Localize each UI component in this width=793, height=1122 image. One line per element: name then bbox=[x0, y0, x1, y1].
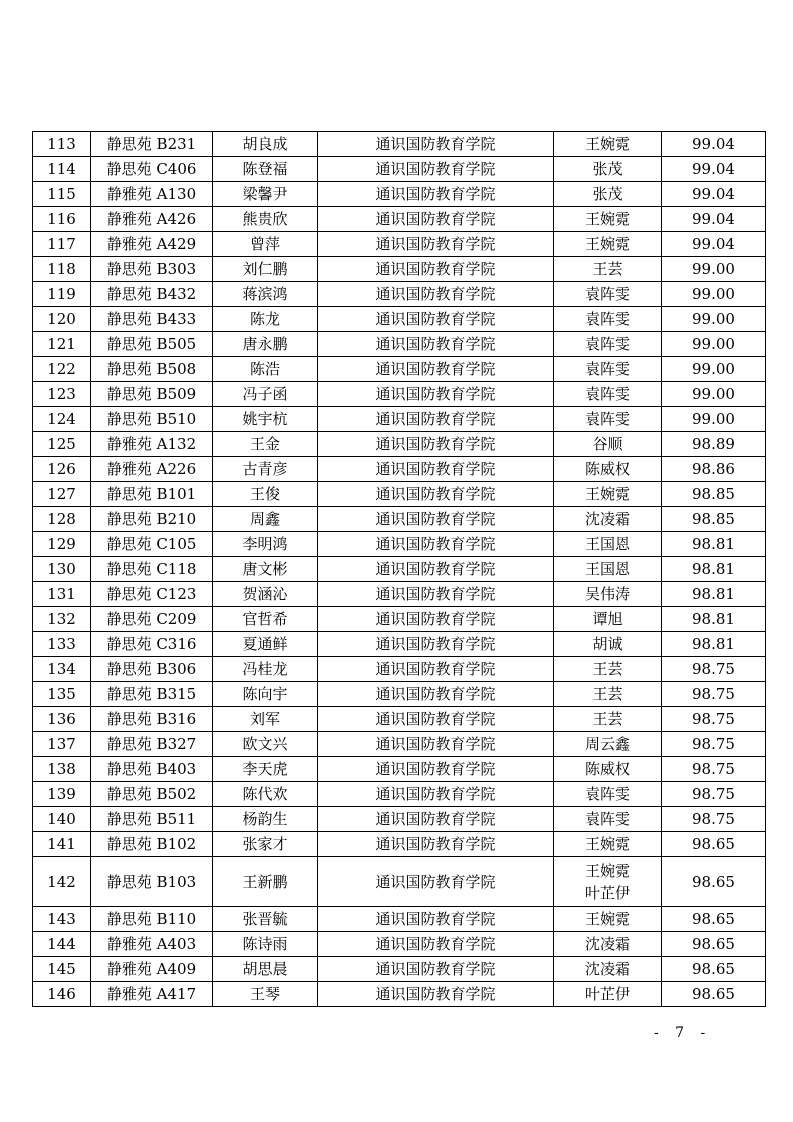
score-cell: 98.85 bbox=[662, 482, 766, 507]
row-number-cell: 129 bbox=[33, 532, 91, 557]
counselor-cell bbox=[554, 207, 662, 232]
college-cell: 通识国防教育学院 bbox=[318, 157, 554, 182]
row-number-cell: 137 bbox=[33, 732, 91, 757]
college-cell: 通识国防教育学院 bbox=[318, 757, 554, 782]
row-number-cell: 117 bbox=[33, 232, 91, 257]
student-name-cell: 冯桂龙 bbox=[213, 657, 318, 682]
row-number-cell: 143 bbox=[33, 907, 91, 932]
counselor-name: 王婉霓 bbox=[584, 910, 630, 928]
counselor-cell bbox=[554, 507, 662, 532]
table-row bbox=[33, 507, 766, 532]
student-name-cell: 唐文彬 bbox=[213, 557, 318, 582]
score-cell: 99.00 bbox=[662, 332, 766, 357]
counselor-name: 叶芷伊 bbox=[584, 883, 630, 902]
college-cell: 通识国防教育学院 bbox=[318, 332, 554, 357]
dorm-cell: 静思苑 B403 bbox=[91, 757, 213, 782]
dorm-cell: 静思苑 B101 bbox=[91, 482, 213, 507]
score-cell: 98.65 bbox=[662, 957, 766, 982]
student-name-cell: 夏通鲜 bbox=[213, 632, 318, 657]
counselor-cell bbox=[554, 682, 662, 707]
dorm-cell: 静雅苑 A403 bbox=[91, 932, 213, 957]
college-cell: 通识国防教育学院 bbox=[318, 357, 554, 382]
counselor-cell bbox=[554, 332, 662, 357]
dorm-cell: 静雅苑 A226 bbox=[91, 457, 213, 482]
student-name-cell: 王新鹏 bbox=[213, 857, 318, 907]
dorm-cell: 静思苑 C209 bbox=[91, 607, 213, 632]
counselor-name: 袁阵雯 bbox=[584, 810, 630, 828]
student-name-cell: 冯子函 bbox=[213, 382, 318, 407]
college-cell: 通识国防教育学院 bbox=[318, 482, 554, 507]
score-cell: 98.89 bbox=[662, 432, 766, 457]
score-cell: 98.65 bbox=[662, 832, 766, 857]
counselor-cell bbox=[554, 182, 662, 207]
college-cell: 通识国防教育学院 bbox=[318, 307, 554, 332]
college-cell: 通识国防教育学院 bbox=[318, 232, 554, 257]
counselor-cell bbox=[554, 432, 662, 457]
score-cell: 98.75 bbox=[662, 657, 766, 682]
college-cell: 通识国防教育学院 bbox=[318, 957, 554, 982]
counselor-name: 张茂 bbox=[592, 160, 623, 178]
counselor-name: 陈威权 bbox=[584, 460, 630, 478]
row-number-cell: 145 bbox=[33, 957, 91, 982]
page-number: - 7 - bbox=[654, 1025, 712, 1041]
counselor-cell bbox=[554, 232, 662, 257]
dorm-cell: 静思苑 B303 bbox=[91, 257, 213, 282]
dorm-cell: 静思苑 C316 bbox=[91, 632, 213, 657]
counselor-cell bbox=[554, 757, 662, 782]
score-cell: 98.81 bbox=[662, 557, 766, 582]
table-row bbox=[33, 857, 766, 907]
counselor-cell bbox=[554, 807, 662, 832]
counselor-name: 王婉霓 bbox=[584, 835, 630, 853]
table-row bbox=[33, 232, 766, 257]
student-name-cell: 胡思晨 bbox=[213, 957, 318, 982]
student-name-cell: 欧文兴 bbox=[213, 732, 318, 757]
row-number-cell: 134 bbox=[33, 657, 91, 682]
score-cell: 98.75 bbox=[662, 807, 766, 832]
counselor-name: 王婉霓 bbox=[584, 861, 630, 880]
student-name-cell: 张晋毓 bbox=[213, 907, 318, 932]
dorm-cell: 静雅苑 A417 bbox=[91, 982, 213, 1007]
counselor-name: 谭旭 bbox=[592, 610, 623, 628]
row-number-cell: 115 bbox=[33, 182, 91, 207]
score-cell: 98.86 bbox=[662, 457, 766, 482]
row-number-cell: 133 bbox=[33, 632, 91, 657]
college-cell: 通识国防教育学院 bbox=[318, 182, 554, 207]
row-number-cell: 146 bbox=[33, 982, 91, 1007]
dorm-cell: 静思苑 B505 bbox=[91, 332, 213, 357]
row-number-cell: 144 bbox=[33, 932, 91, 957]
score-cell: 98.65 bbox=[662, 907, 766, 932]
dorm-cell: 静雅苑 A426 bbox=[91, 207, 213, 232]
counselor-cell bbox=[554, 457, 662, 482]
row-number-cell: 136 bbox=[33, 707, 91, 732]
score-cell: 98.75 bbox=[662, 782, 766, 807]
table-row bbox=[33, 257, 766, 282]
counselor-name: 袁阵雯 bbox=[584, 335, 630, 353]
dorm-cell: 静思苑 C105 bbox=[91, 532, 213, 557]
row-number-cell: 113 bbox=[33, 132, 91, 157]
dorm-cell: 静思苑 B509 bbox=[91, 382, 213, 407]
row-number-cell: 116 bbox=[33, 207, 91, 232]
score-cell: 99.00 bbox=[662, 382, 766, 407]
table-row bbox=[33, 782, 766, 807]
dorm-cell: 静思苑 B110 bbox=[91, 907, 213, 932]
dorm-cell: 静思苑 C118 bbox=[91, 557, 213, 582]
student-name-cell: 王金 bbox=[213, 432, 318, 457]
dorm-cell: 静思苑 B510 bbox=[91, 407, 213, 432]
student-name-cell: 陈向宇 bbox=[213, 682, 318, 707]
student-name-cell: 梁馨尹 bbox=[213, 182, 318, 207]
college-cell: 通识国防教育学院 bbox=[318, 657, 554, 682]
college-cell: 通识国防教育学院 bbox=[318, 707, 554, 732]
student-name-cell: 唐永鹏 bbox=[213, 332, 318, 357]
counselor-name: 王芸 bbox=[592, 685, 623, 703]
score-cell: 99.04 bbox=[662, 132, 766, 157]
table-row bbox=[33, 307, 766, 332]
score-cell: 98.81 bbox=[662, 532, 766, 557]
counselor-name: 沈凌霜 bbox=[584, 960, 630, 978]
counselor-name: 王婉霓 bbox=[584, 485, 630, 503]
table-body bbox=[33, 132, 766, 1007]
table-row bbox=[33, 657, 766, 682]
student-name-cell: 贺涵沁 bbox=[213, 582, 318, 607]
table-row bbox=[33, 707, 766, 732]
counselor-cell bbox=[554, 532, 662, 557]
counselor-cell bbox=[554, 657, 662, 682]
score-cell: 98.65 bbox=[662, 932, 766, 957]
table-row bbox=[33, 982, 766, 1007]
dorm-cell: 静思苑 B433 bbox=[91, 307, 213, 332]
dorm-cell: 静雅苑 A132 bbox=[91, 432, 213, 457]
student-name-cell: 曾萍 bbox=[213, 232, 318, 257]
college-cell: 通识国防教育学院 bbox=[318, 132, 554, 157]
counselor-cell bbox=[554, 782, 662, 807]
college-cell: 通识国防教育学院 bbox=[318, 532, 554, 557]
row-number-cell: 131 bbox=[33, 582, 91, 607]
counselor-name: 袁阵雯 bbox=[584, 285, 630, 303]
counselor-name: 王芸 bbox=[592, 260, 623, 278]
row-number-cell: 142 bbox=[33, 857, 91, 907]
row-number-cell: 138 bbox=[33, 757, 91, 782]
counselor-name: 陈威权 bbox=[584, 760, 630, 778]
counselor-name: 王芸 bbox=[592, 710, 623, 728]
score-cell: 98.81 bbox=[662, 632, 766, 657]
row-number-cell: 128 bbox=[33, 507, 91, 532]
table-row bbox=[33, 957, 766, 982]
student-name-cell: 蒋滨鸿 bbox=[213, 282, 318, 307]
counselor-name: 袁阵雯 bbox=[584, 385, 630, 403]
student-name-cell: 周鑫 bbox=[213, 507, 318, 532]
row-number-cell: 119 bbox=[33, 282, 91, 307]
ranking-table bbox=[32, 131, 766, 1007]
counselor-name: 王国恩 bbox=[584, 535, 630, 553]
counselor-name: 沈凌霜 bbox=[584, 935, 630, 953]
dorm-cell: 静雅苑 A409 bbox=[91, 957, 213, 982]
table-row bbox=[33, 482, 766, 507]
dorm-cell: 静思苑 C123 bbox=[91, 582, 213, 607]
counselor-name: 周云鑫 bbox=[584, 735, 630, 753]
student-name-cell: 熊贵欣 bbox=[213, 207, 318, 232]
counselor-cell bbox=[554, 582, 662, 607]
counselor-cell bbox=[554, 557, 662, 582]
counselor-cell bbox=[554, 957, 662, 982]
college-cell: 通识国防教育学院 bbox=[318, 407, 554, 432]
student-name-cell: 王琴 bbox=[213, 982, 318, 1007]
dorm-cell: 静思苑 B432 bbox=[91, 282, 213, 307]
table-row bbox=[33, 557, 766, 582]
student-name-cell: 陈诗雨 bbox=[213, 932, 318, 957]
counselor-name: 王婉霓 bbox=[584, 210, 630, 228]
score-cell: 99.04 bbox=[662, 182, 766, 207]
dorm-cell: 静雅苑 A130 bbox=[91, 182, 213, 207]
college-cell: 通识国防教育学院 bbox=[318, 982, 554, 1007]
counselor-name: 叶芷伊 bbox=[584, 985, 630, 1003]
dorm-cell: 静思苑 B502 bbox=[91, 782, 213, 807]
score-cell: 98.75 bbox=[662, 682, 766, 707]
college-cell: 通识国防教育学院 bbox=[318, 857, 554, 907]
table-row bbox=[33, 757, 766, 782]
row-number-cell: 114 bbox=[33, 157, 91, 182]
row-number-cell: 120 bbox=[33, 307, 91, 332]
college-cell: 通识国防教育学院 bbox=[318, 632, 554, 657]
college-cell: 通识国防教育学院 bbox=[318, 807, 554, 832]
table-row bbox=[33, 332, 766, 357]
dorm-cell: 静思苑 C406 bbox=[91, 157, 213, 182]
table-row bbox=[33, 732, 766, 757]
table-row bbox=[33, 832, 766, 857]
dorm-cell: 静雅苑 A429 bbox=[91, 232, 213, 257]
counselor-cell bbox=[554, 407, 662, 432]
table-row bbox=[33, 207, 766, 232]
counselor-cell bbox=[554, 832, 662, 857]
dorm-cell: 静思苑 B315 bbox=[91, 682, 213, 707]
college-cell: 通识国防教育学院 bbox=[318, 557, 554, 582]
counselor-name: 袁阵雯 bbox=[584, 310, 630, 328]
row-number-cell: 135 bbox=[33, 682, 91, 707]
table-row bbox=[33, 532, 766, 557]
student-name-cell: 李天虎 bbox=[213, 757, 318, 782]
counselor-name: 吴伟涛 bbox=[584, 585, 630, 603]
score-cell: 99.00 bbox=[662, 257, 766, 282]
counselor-name: 袁阵雯 bbox=[584, 410, 630, 428]
dorm-cell: 静思苑 B103 bbox=[91, 857, 213, 907]
score-cell: 98.65 bbox=[662, 982, 766, 1007]
row-number-cell: 132 bbox=[33, 607, 91, 632]
score-cell: 99.00 bbox=[662, 307, 766, 332]
counselor-cell bbox=[554, 257, 662, 282]
college-cell: 通识国防教育学院 bbox=[318, 682, 554, 707]
table-row bbox=[33, 907, 766, 932]
score-cell: 98.75 bbox=[662, 707, 766, 732]
row-number-cell: 130 bbox=[33, 557, 91, 582]
college-cell: 通识国防教育学院 bbox=[318, 257, 554, 282]
college-cell: 通识国防教育学院 bbox=[318, 932, 554, 957]
student-name-cell: 胡良成 bbox=[213, 132, 318, 157]
counselor-cell bbox=[554, 382, 662, 407]
counselor-name: 王婉霓 bbox=[584, 135, 630, 153]
student-name-cell: 陈浩 bbox=[213, 357, 318, 382]
dorm-cell: 静思苑 B231 bbox=[91, 132, 213, 157]
counselor-cell bbox=[554, 632, 662, 657]
score-cell: 98.75 bbox=[662, 732, 766, 757]
college-cell: 通识国防教育学院 bbox=[318, 507, 554, 532]
college-cell: 通识国防教育学院 bbox=[318, 207, 554, 232]
score-cell: 99.00 bbox=[662, 282, 766, 307]
college-cell: 通识国防教育学院 bbox=[318, 382, 554, 407]
dorm-cell: 静思苑 B508 bbox=[91, 357, 213, 382]
counselor-name: 袁阵雯 bbox=[584, 360, 630, 378]
table-row bbox=[33, 132, 766, 157]
dorm-cell: 静思苑 B210 bbox=[91, 507, 213, 532]
row-number-cell: 141 bbox=[33, 832, 91, 857]
table-row bbox=[33, 632, 766, 657]
counselor-cell bbox=[554, 607, 662, 632]
row-number-cell: 124 bbox=[33, 407, 91, 432]
row-number-cell: 126 bbox=[33, 457, 91, 482]
student-name-cell: 杨韵生 bbox=[213, 807, 318, 832]
student-name-cell: 陈龙 bbox=[213, 307, 318, 332]
counselor-cell bbox=[554, 907, 662, 932]
counselor-name: 王婉霓 bbox=[584, 235, 630, 253]
table-row bbox=[33, 582, 766, 607]
student-name-cell: 古青彦 bbox=[213, 457, 318, 482]
counselor-cell bbox=[554, 482, 662, 507]
college-cell: 通识国防教育学院 bbox=[318, 607, 554, 632]
student-name-cell: 陈登福 bbox=[213, 157, 318, 182]
counselor-cell bbox=[554, 357, 662, 382]
row-number-cell: 118 bbox=[33, 257, 91, 282]
score-cell: 98.85 bbox=[662, 507, 766, 532]
counselor-name: 沈凌霜 bbox=[584, 510, 630, 528]
counselor-cell bbox=[554, 932, 662, 957]
score-cell: 98.65 bbox=[662, 857, 766, 907]
student-name-cell: 刘仁鹏 bbox=[213, 257, 318, 282]
student-name-cell: 王俊 bbox=[213, 482, 318, 507]
counselor-name: 王国恩 bbox=[584, 560, 630, 578]
score-cell: 98.75 bbox=[662, 757, 766, 782]
counselor-cell bbox=[554, 857, 662, 907]
table-row bbox=[33, 807, 766, 832]
college-cell: 通识国防教育学院 bbox=[318, 832, 554, 857]
dorm-cell: 静思苑 B327 bbox=[91, 732, 213, 757]
table-row bbox=[33, 682, 766, 707]
student-name-cell: 李明鸿 bbox=[213, 532, 318, 557]
counselor-cell bbox=[554, 307, 662, 332]
score-cell: 98.81 bbox=[662, 607, 766, 632]
student-name-cell: 张家才 bbox=[213, 832, 318, 857]
counselor-cell bbox=[554, 732, 662, 757]
score-cell: 98.81 bbox=[662, 582, 766, 607]
student-name-cell: 官哲希 bbox=[213, 607, 318, 632]
counselor-cell bbox=[554, 707, 662, 732]
counselor-cell bbox=[554, 157, 662, 182]
table-row bbox=[33, 432, 766, 457]
college-cell: 通识国防教育学院 bbox=[318, 457, 554, 482]
table-row bbox=[33, 357, 766, 382]
student-name-cell: 姚宇杭 bbox=[213, 407, 318, 432]
student-name-cell: 刘军 bbox=[213, 707, 318, 732]
table-row bbox=[33, 932, 766, 957]
counselor-cell bbox=[554, 132, 662, 157]
table-row bbox=[33, 382, 766, 407]
counselor-name: 袁阵雯 bbox=[584, 785, 630, 803]
table-row bbox=[33, 157, 766, 182]
score-cell: 99.04 bbox=[662, 157, 766, 182]
counselor-name: 王芸 bbox=[592, 660, 623, 678]
table-row bbox=[33, 282, 766, 307]
score-cell: 99.04 bbox=[662, 232, 766, 257]
counselor-name: 谷顺 bbox=[592, 435, 623, 453]
student-name-cell: 陈代欢 bbox=[213, 782, 318, 807]
dorm-cell: 静思苑 B511 bbox=[91, 807, 213, 832]
college-cell: 通识国防教育学院 bbox=[318, 432, 554, 457]
college-cell: 通识国防教育学院 bbox=[318, 782, 554, 807]
score-cell: 99.00 bbox=[662, 357, 766, 382]
score-cell: 99.00 bbox=[662, 407, 766, 432]
table-row bbox=[33, 607, 766, 632]
score-cell: 99.04 bbox=[662, 207, 766, 232]
row-number-cell: 123 bbox=[33, 382, 91, 407]
counselor-name: 胡诚 bbox=[592, 635, 623, 653]
counselor-cell bbox=[554, 982, 662, 1007]
college-cell: 通识国防教育学院 bbox=[318, 732, 554, 757]
table-row bbox=[33, 182, 766, 207]
counselor-name: 张茂 bbox=[592, 185, 623, 203]
college-cell: 通识国防教育学院 bbox=[318, 582, 554, 607]
table-row bbox=[33, 457, 766, 482]
college-cell: 通识国防教育学院 bbox=[318, 282, 554, 307]
dorm-cell: 静思苑 B316 bbox=[91, 707, 213, 732]
row-number-cell: 127 bbox=[33, 482, 91, 507]
college-cell: 通识国防教育学院 bbox=[318, 907, 554, 932]
row-number-cell: 121 bbox=[33, 332, 91, 357]
table-row bbox=[33, 407, 766, 432]
dorm-cell: 静思苑 B306 bbox=[91, 657, 213, 682]
row-number-cell: 140 bbox=[33, 807, 91, 832]
row-number-cell: 139 bbox=[33, 782, 91, 807]
counselor-cell bbox=[554, 282, 662, 307]
dorm-cell: 静思苑 B102 bbox=[91, 832, 213, 857]
row-number-cell: 122 bbox=[33, 357, 91, 382]
row-number-cell: 125 bbox=[33, 432, 91, 457]
